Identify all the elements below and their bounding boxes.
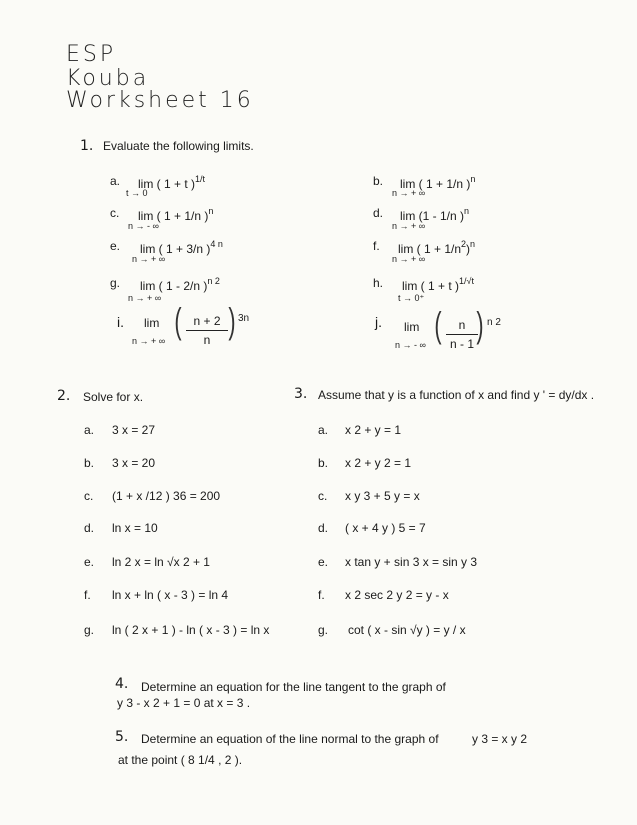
q1-title: Evaluate the following limits.: [103, 139, 254, 153]
header-esp: ESP: [66, 42, 117, 67]
q4-line2: y 3 - x 2 + 1 = 0 at x = 3 .: [117, 696, 251, 710]
q3-title: Assume that y is a function of x and find y ' = dy/dx .: [318, 388, 595, 402]
q2-number: 2.: [57, 388, 71, 404]
q3-number: 3.: [294, 386, 308, 402]
q2-title: Solve for x.: [83, 390, 144, 404]
q5-line1: Determine an equation of the line normal to the graph of: [141, 732, 439, 746]
header-worksheet: Worksheet 16: [66, 88, 254, 113]
q5-line2: at the point ( 8 1/4 , 2 ).: [118, 753, 243, 767]
q5-eq: y 3 = x y 2: [472, 732, 528, 746]
q1-number: 1.: [80, 138, 94, 154]
q5-number: 5.: [115, 729, 129, 745]
header-kouba: Kouba: [66, 66, 150, 91]
q4-line1: Determine an equation for the line tangent to the graph of: [141, 680, 446, 694]
q4-number: 4.: [115, 676, 129, 692]
